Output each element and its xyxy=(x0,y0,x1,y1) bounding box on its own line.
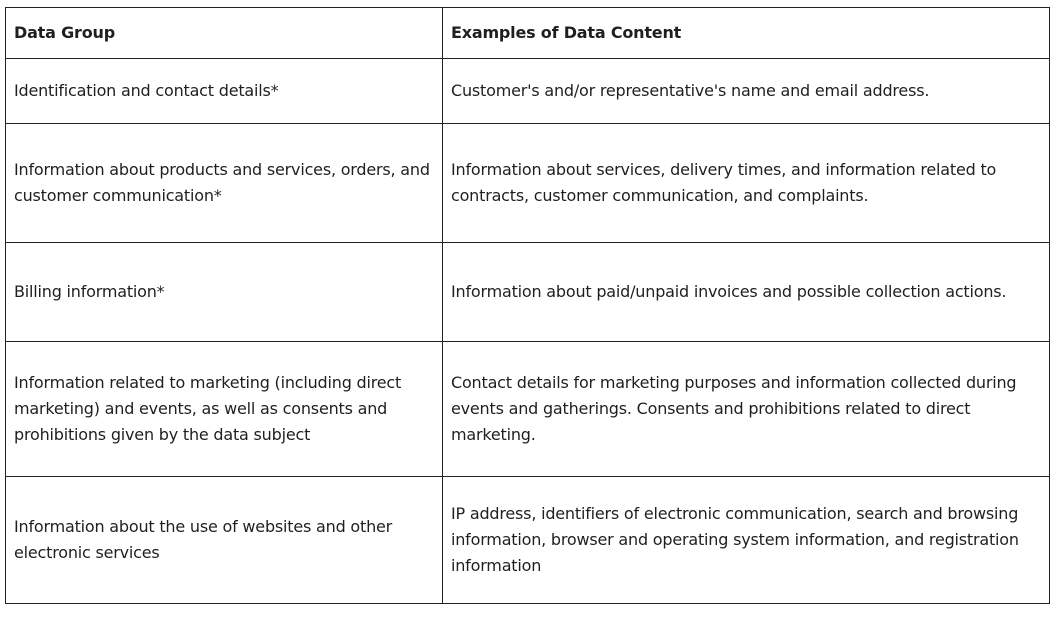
cell-examples: Information about services, delivery times, and information related to contracts, customer communication, and complaints. xyxy=(443,124,1050,243)
header-row xyxy=(6,8,1050,59)
data-content-table-container xyxy=(5,7,1049,604)
cell-examples: Contact details for marketing purposes and information collected during events and gatherings. Consents and prohibitions related to direct marketing. xyxy=(443,342,1050,477)
table-row xyxy=(6,124,1050,243)
cell-data-group: Information related to marketing (including direct marketing) and events, as well as consents and prohibitions given by the data subject xyxy=(6,342,443,477)
cell-examples: IP address, identifiers of electronic communication, search and browsing information, browser and operating system information, and registration information xyxy=(443,477,1050,604)
cell-examples: Customer's and/or representative's name and email address. xyxy=(443,59,1050,124)
table-row xyxy=(6,477,1050,604)
table-header xyxy=(6,8,1050,59)
table-row xyxy=(6,243,1050,342)
header-data-group: Data Group xyxy=(6,8,443,59)
table-body xyxy=(6,59,1050,604)
header-examples: Examples of Data Content xyxy=(443,8,1050,59)
cell-data-group: Billing information* xyxy=(6,243,443,342)
cell-data-group: Identification and contact details* xyxy=(6,59,443,124)
data-content-table xyxy=(5,7,1050,604)
cell-data-group: Information about products and services, orders, and customer communication* xyxy=(6,124,443,243)
table-row xyxy=(6,342,1050,477)
cell-examples: Information about paid/unpaid invoices and possible collection actions. xyxy=(443,243,1050,342)
table-row xyxy=(6,59,1050,124)
cell-data-group: Information about the use of websites and other electronic services xyxy=(6,477,443,604)
